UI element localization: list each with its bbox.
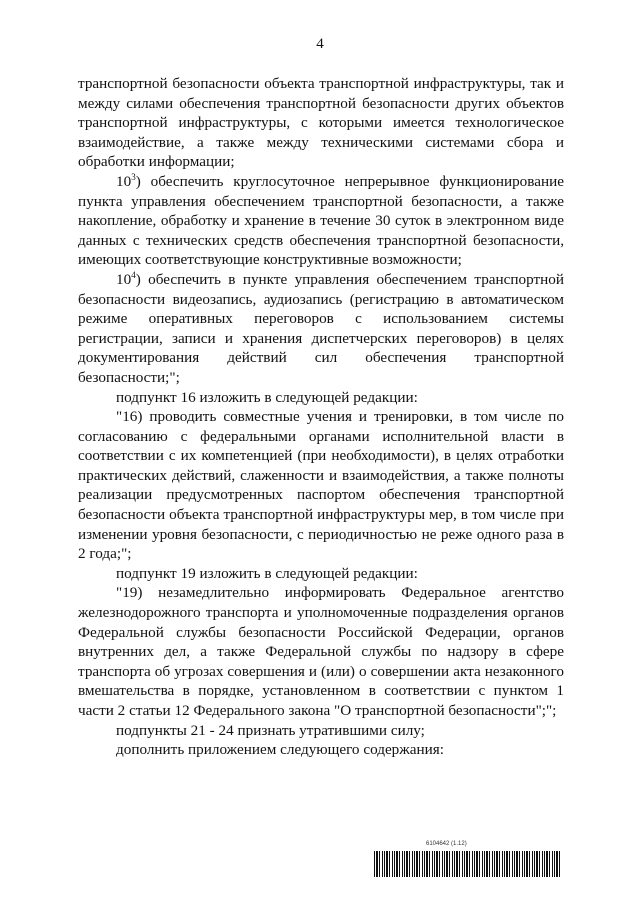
item-superscript: 4: [131, 269, 136, 280]
paragraph-item-10-4: [78, 270, 564, 388]
paragraph-item-16: "16) проводить совместные учения и тренировки, в том числе по согласованию с федеральными органами исполнительной власти в соответствии с их компетенцией (при необходимости), в целях отработки практических действий, слаженности и взаимодействия, а также полноты реализации предусмотренных паспортом обеспечения транспортной безопасности объекта транспортной инфраструктуры мер, в том числе при изменении уровня безопасности, с периодичностью не реже одного раза в 2 года;";: [78, 408, 564, 563]
paragraph-repeal: подпункты 21 - 24 признать утратившими силу;: [116, 721, 425, 739]
barcode-icon: [374, 851, 560, 877]
item-number: 10: [116, 270, 132, 288]
paragraph-item-19: "19) незамедлительно информировать Федеральное агентство железнодорожного транспорта и уполномоченные подразделения органов Федеральной службы безопасности Российской Федерации, органов внутренних дел, а также Федеральной службы по надзору в сфере транспорта об угрозах совершения и (или) о совершении акта незаконного вмешательства в порядке, установленном в соответствии с пунктом 1 части 2 статьи 12 Федерального закона "О транспортной безопасности";";: [78, 584, 564, 719]
item-superscript: 3: [131, 171, 136, 182]
item-text: ) обеспечить в пункте управления обеспечением транспортной безопасности видеозапись, аудиозапись (регистрацию в автоматическом режиме оперативных переговоров с использованием системы регистрации, записи и хранения диспетчерских переговоров) в целях документирования действий сил обеспечения транспортной безопасности;";: [78, 270, 564, 386]
item-text: ) обеспечить круглосуточное непрерывное функционирование пункта управления обеспечением транспортной безопасности, а также накопление, обработку и хранение в течение 30 суток в электронном виде данных с технических средств обеспечения транспортной безопасности, имеющих соответствующие конструктивные возможности;: [78, 172, 564, 269]
document-body: [78, 74, 564, 760]
paragraph-appendix: дополнить приложением следующего содержания:: [116, 741, 444, 759]
page-number: 4: [316, 36, 324, 52]
item-number: 10: [116, 172, 132, 190]
paragraph-instruction-16: подпункт 16 изложить в следующей редакции:: [116, 388, 418, 406]
paragraph-item-10-3: [78, 172, 564, 270]
barcode-label: 6104642 (1.12): [426, 841, 467, 847]
paragraph-continuation: транспортной безопасности объекта транспортной инфраструктуры, так и между силами обеспечения транспортной безопасности других объектов транспортной инфраструктуры, с которыми имеется технологическое взаимодействие, а также между техническими системами сбора и обработки информации;: [78, 75, 564, 171]
paragraph-instruction-19: подпункт 19 изложить в следующей редакции:: [116, 564, 418, 582]
